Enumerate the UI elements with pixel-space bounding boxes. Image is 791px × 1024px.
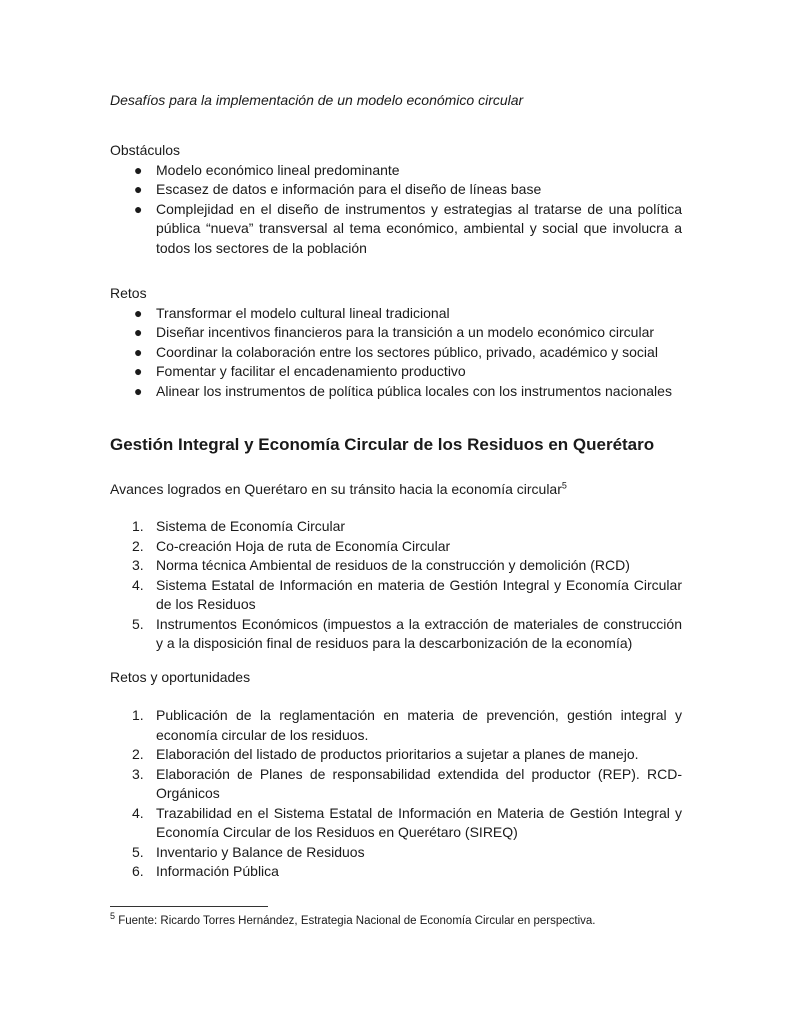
list-item: ● Complejidad en el diseño de instrumentos y estrategias al tratarse de una política pública “nueva” transversal al tema económico, ambiental y social que involucra a todos los sectores de la población (134, 200, 682, 256)
footnote-ref[interactable]: 5 (561, 480, 567, 491)
list-item: ● Diseñar incentivos financieros para la transición a un modelo económico circular (110, 323, 682, 343)
list-item: 5. Inventario y Balance de Residuos (132, 843, 365, 860)
list-item: 1. Publicación de la reglamentación en materia de prevención, gestión integral y economía circular de los residuos. (132, 707, 682, 743)
bullet-icon: ● (134, 343, 143, 360)
list-item: 4. Sistema Estatal de Información en materia de Gestión Integral y Economía Circular de los Residuos (132, 576, 682, 612)
bullet-icon: ● (134, 200, 143, 217)
list-item: ● Modelo económico lineal predominante (110, 161, 682, 181)
list-item: 4. Trazabilidad en el Sistema Estatal de Información en Materia de Gestión Integral y Economía Circular de los Residuos en Querétaro (SIREQ) (132, 804, 682, 840)
list-item: ● Fomentar y facilitar el encadenamiento productivo (110, 362, 682, 382)
avances-label: Avances logrados en Querétaro en su tránsito hacia la economía circular$^5$ (110, 480, 567, 497)
list-item: ● Coordinar la colaboración entre los sectores público, privado, académico y social (110, 343, 682, 363)
footnote-text: Fuente: Ricardo Torres Hernández, Estrategia Nacional de Economía Circular en perspectiva. (115, 915, 596, 927)
retos-label: Retos (110, 285, 147, 301)
list-item: 3. Elaboración de Planes de responsabilidad extendida del productor (REP). RCD-Orgánicos (132, 765, 682, 801)
footnote (110, 911, 682, 929)
list-item: 5. Instrumentos Económicos (impuestos a la extracción de materiales de construcción y a la disposición final de residuos para la descarbonización de la economía) (132, 615, 682, 651)
bullet-icon: ● (134, 363, 143, 379)
retos-oportunidades-list (110, 706, 682, 882)
bullet-icon: ● (134, 161, 143, 178)
list-item: 2. Elaboración del listado de productos prioritarios a sujetar a planes de manejo. (132, 746, 639, 762)
retos-section (110, 284, 682, 401)
obstaculos-section (110, 141, 682, 258)
bullet-icon: ● (134, 181, 143, 197)
avances-list (110, 517, 682, 654)
subtitle: Desafíos para la implementación de un modelo económico circular (110, 92, 524, 108)
bullet-icon: ● (134, 304, 143, 321)
retos-list (110, 304, 682, 402)
footnote-number: 5 (110, 911, 116, 922)
retos-oportunidades-label: Retos y oportunidades (110, 669, 251, 685)
section-title: Gestión Integral y Economía Circular de los Residuos en Querétaro (110, 435, 655, 454)
list-item: ● Escasez de datos e información para el diseño de líneas base (110, 180, 682, 200)
footnote-divider (110, 906, 268, 907)
list-item: 2. Co-creación Hoja de ruta de Economía Circular (132, 537, 451, 554)
list-item: ● Transformar el modelo cultural lineal tradicional (110, 304, 682, 324)
avances-section (110, 517, 682, 654)
obstaculos-list (110, 161, 682, 259)
list-item: 3. Norma técnica Ambiental de residuos de la construcción y demolición (RCD) (132, 557, 630, 573)
list-item: 1. Sistema de Economía Circular (132, 518, 346, 534)
list-item: 6. Información Pública (132, 863, 279, 879)
bullet-icon: ● (134, 324, 143, 340)
bullet-icon: ● (134, 382, 143, 399)
retos-oportunidades-section (110, 706, 682, 882)
obstaculos-label: Obstáculos (110, 142, 181, 158)
list-item: ● Alinear los instrumentos de política pública locales con los instrumentos nacionales (110, 382, 682, 402)
